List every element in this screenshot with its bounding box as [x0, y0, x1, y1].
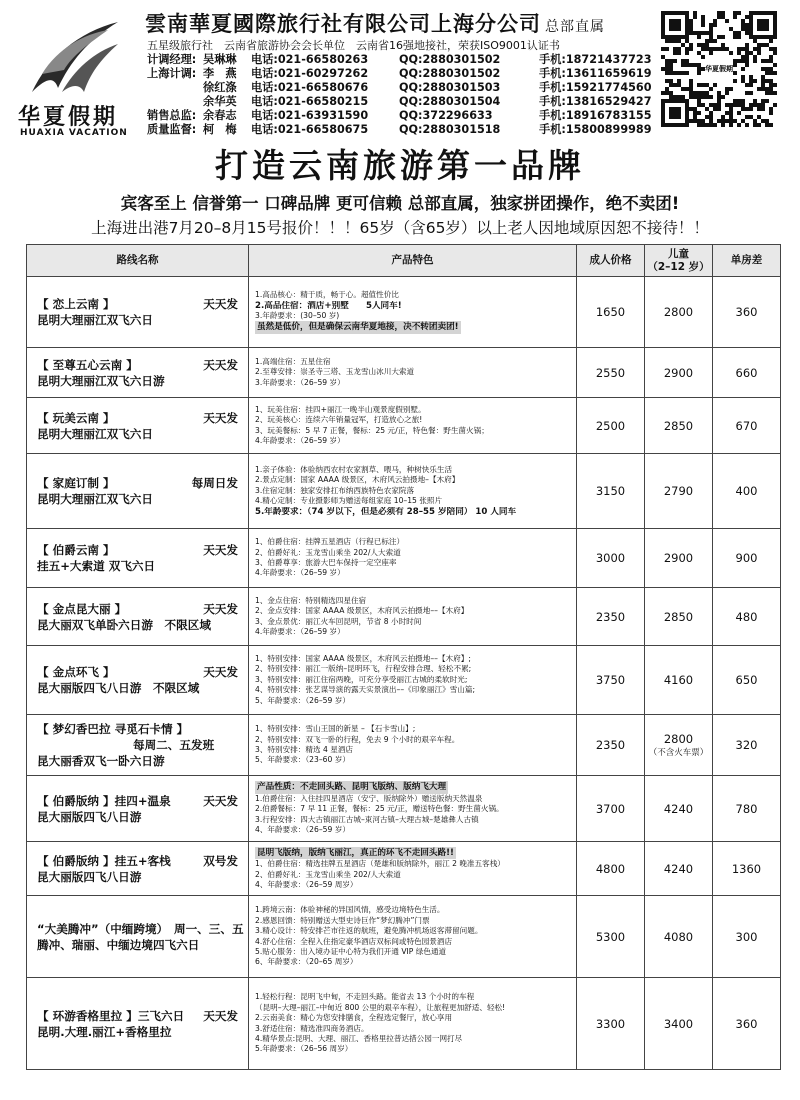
route-title: 【 金点昆大丽 】: [37, 601, 127, 616]
header-adult-price: 成人价格: [577, 245, 645, 277]
feature-text: 6、年龄要求：（20–65 周岁）: [255, 957, 358, 967]
feature-text: 3、金点景优：丽江火车回昆明，节省 8 小时时间: [255, 616, 422, 626]
route-schedule: 每周日发: [191, 476, 238, 490]
header-child-price: [645, 245, 713, 277]
header-features: 产品特色: [249, 245, 577, 277]
feature-highlight: 产品性质：不走回头路、昆明飞版纳、版纳飞大理: [257, 782, 447, 793]
feature-text: 3、玩美餐标：5 早 7 正餐，餐标：25 元/正，特色餐：野生菌火锅；: [255, 425, 489, 435]
features-cell: [249, 277, 577, 348]
feature-line: [255, 606, 570, 616]
feature-line: [255, 781, 570, 793]
feature-line: [255, 745, 570, 755]
feature-text: 2.感恩回馈：特别赠送大型史诗巨作“梦幻腾冲”门票: [255, 915, 430, 925]
header-child-age: （2–12 岁）: [647, 260, 710, 273]
contact-mobile: 手机:15921774560: [539, 81, 652, 95]
feature-line: [255, 794, 570, 804]
feature-line: [255, 596, 570, 606]
table-row: [27, 842, 781, 896]
single-supplement: 300: [713, 896, 781, 978]
single-supplement: 480: [713, 588, 781, 646]
single-supplement: 670: [713, 398, 781, 454]
route-subtitle: 昆大丽版四飞八日游: [37, 869, 142, 884]
company-credentials: 五星级旅行社 云南省旅游协会会长单位 云南省16强地接社，荣获ISO9001认证书: [147, 39, 560, 52]
hq-label: 总部直属: [545, 19, 605, 35]
table-row: [27, 896, 781, 978]
features-cell: [249, 398, 577, 454]
table-row: [27, 348, 781, 398]
feature-line: [255, 378, 570, 388]
table-row: [27, 715, 781, 776]
feature-text: 1.亲子体验：体验纳西农村农家割草、喂马，种树快乐生活: [255, 464, 453, 474]
table-row: [27, 277, 781, 348]
contact-row: [147, 109, 659, 123]
feature-text: 4.年龄要求：（26–59 岁）: [255, 435, 345, 445]
contact-name: 余华英: [203, 95, 237, 109]
contact-mobile: 手机:18916783155: [539, 109, 652, 123]
route-name-cell: [27, 454, 249, 529]
feature-text: 1、伯爵住宿：精选挂牌五星酒店（楚雄和版纳除外，丽江 2 晚准五客栈）: [255, 859, 505, 869]
feature-highlight: 虽然是低价，但是确保云南华夏地接，决不转团卖团!: [257, 322, 459, 333]
route-subtitle: 昆大丽版四飞八日游: [37, 809, 142, 824]
feature-line: [255, 415, 570, 425]
feature-highlight: 昆明飞版纳，版纳飞丽江，真正的环飞不走回头路!!: [257, 847, 454, 858]
adult-price: 2350: [577, 715, 645, 776]
price-notice: 上海进出港7月20–8月15号报价！！！65岁（含65岁）以上老人因地域原因恕不接待！！: [91, 219, 709, 237]
contact-phone: 电话:021-66580676: [251, 81, 369, 95]
route-schedule: 天天发: [203, 1008, 238, 1023]
route-name-cell: [27, 842, 249, 896]
feature-line: [255, 627, 570, 637]
feature-line: [255, 321, 570, 333]
header-single-supplement: 单房差: [713, 245, 781, 277]
feature-line: [255, 815, 570, 825]
route-title: 【 伯爵云南 】: [37, 543, 115, 557]
table-row: [27, 978, 781, 1070]
adult-price: 5300: [577, 896, 645, 978]
contact-phone: 电话:021-63931590: [251, 109, 369, 123]
feature-text: 3.舒适住宿：精选准四商务酒店。: [255, 1023, 369, 1033]
child-price: 4080: [663, 929, 694, 944]
feature-text: 1.跨境云南：体验神秘的异国风情，感受边境特色生活。: [255, 905, 445, 915]
route-title: 【 梦幻香巴拉 寻觅石卡情 】: [37, 722, 189, 736]
route-name-cell: [27, 715, 249, 776]
route-title-line: [37, 475, 238, 491]
child-price: 2850: [663, 609, 694, 624]
child-price: 3400: [663, 1016, 694, 1031]
feature-line: [255, 617, 570, 627]
features-cell: [249, 715, 577, 776]
child-price-note: （不含火车票）: [648, 748, 709, 758]
feature-text: 3、特别安排：丽江住宿两晚，可充分享受丽江古城的柔软时光;: [255, 674, 468, 684]
feature-line: [255, 916, 570, 926]
feature-text: 1、金点住宿：特别精选四星住宿: [255, 595, 367, 605]
child-price: 2900: [663, 551, 694, 565]
table-row: [27, 588, 781, 646]
contact-qq: QQ:2880301503: [399, 81, 501, 95]
features-cell: [249, 529, 577, 588]
adult-price: 3700: [577, 776, 645, 842]
route-title-line: [37, 1008, 238, 1024]
route-title-line: [37, 721, 238, 737]
features-cell: [249, 842, 577, 896]
route-title: 【 环游香格里拉 】三飞六日: [37, 1008, 185, 1023]
header-child-label: 儿童: [668, 247, 689, 260]
feature-text: 2、玩美核心：连续六年销量冠军，打造放心之旅!: [255, 415, 423, 425]
route-subtitle: 腾冲、瑞丽、中缅边境四飞六日: [37, 937, 200, 952]
feature-line: [255, 804, 570, 814]
route-name-cell: [27, 588, 249, 646]
contact-role: 计调经理:: [147, 53, 197, 66]
feature-line: [255, 675, 570, 685]
child-price-cell: [645, 715, 713, 776]
feature-line: [255, 496, 570, 506]
feature-line: [255, 755, 570, 765]
feature-text: 2.云南美食：精心为您安排膳食，全程选定餐厅，放心享用: [255, 1013, 453, 1023]
child-price: 4240: [663, 801, 694, 816]
feature-text: 5、年龄要求：（26–59 岁）: [255, 695, 350, 705]
feature-text: 4.年龄要求：（26–59 岁）: [255, 626, 345, 636]
feature-line: [255, 905, 570, 915]
child-price-cell: [645, 277, 713, 348]
contact-mobile: 手机:13816529427: [539, 95, 652, 109]
route-title: 【 恋上云南 】: [37, 297, 115, 311]
features-cell: [249, 776, 577, 842]
feature-text: 1.高品核心：精于质，畅于心。超值性价比: [255, 290, 399, 300]
route-name-cell: [27, 646, 249, 715]
contact-role: 销售总监:: [147, 109, 197, 123]
route-title: 【 伯爵版纳 】挂五+客栈: [37, 853, 171, 868]
feature-line: [255, 486, 570, 496]
feature-line: [255, 1044, 570, 1054]
feature-text: 4.年龄要求：（26–59 岁）: [255, 568, 345, 578]
feature-text: 4.精华景点:昆明、大理、丽江、香格里拉普达措公园一网打尽: [255, 1033, 463, 1043]
single-supplement: 900: [713, 529, 781, 588]
feature-text: 2、特别安排：双飞一卧的行程，免去 9 个小时的艰辛车程。: [255, 734, 460, 744]
adult-price: 3150: [577, 454, 645, 529]
contact-name: 柯 梅: [203, 123, 237, 137]
feature-text: 1.高端住宿：五星住宿: [255, 356, 331, 366]
child-price-cell: [645, 842, 713, 896]
contact-name: 余春志: [203, 109, 237, 123]
brand-logo: [8, 18, 136, 136]
table-row: [27, 398, 781, 454]
route-schedule: 天天发: [203, 297, 238, 311]
feature-text: 2、伯爵好礼：玉龙雪山乘坐 202/人大索道: [255, 869, 401, 879]
child-price-cell: [645, 646, 713, 715]
feature-text: 1、特别安排：雪山王国的新星 – 【石卡雪山】;: [255, 724, 416, 734]
header-route: 路线名称: [27, 245, 249, 277]
feature-text: 4、特别安排：张艺谋导演的露天实景演出––《印象丽江》雪山篇;: [255, 685, 476, 695]
child-price: 2790: [663, 484, 694, 498]
table-header-row: [27, 245, 781, 277]
contact-row: [147, 53, 659, 67]
feature-text: 5.贴心服务：出入境办证中心特为我们开通 VIP 绿色通道: [255, 946, 447, 956]
feature-text: 5、年龄要求：（23–60 岁）: [255, 755, 350, 765]
feature-line: [255, 847, 570, 859]
feature-line: [255, 926, 570, 936]
contact-qq: QQ:2880301518: [399, 123, 501, 137]
feature-line: [255, 880, 570, 890]
header: [0, 0, 800, 138]
logo-chinese-text: 华夏假期: [18, 105, 119, 130]
route-subtitle: 昆大丽双飞单卧六日游 不限区域: [37, 617, 211, 632]
contact-mobile: 手机:13611659619: [539, 67, 652, 81]
feature-line: [255, 558, 570, 568]
adult-price: 4800: [577, 842, 645, 896]
route-subtitle: 昆明.大理.丽江+香格里拉: [37, 1024, 172, 1039]
feature-text: 3.精心设计：特安排芒市往返的航班，避免腾冲机场返客滞留问题。: [255, 926, 483, 936]
table-row: [27, 646, 781, 715]
route-title-line: [37, 793, 238, 809]
features-cell: [249, 978, 577, 1070]
qr-code-icon: [654, 8, 784, 134]
features-cell: [249, 896, 577, 978]
adult-price: 3000: [577, 529, 645, 588]
route-schedule: 每周二、五发班: [133, 738, 215, 752]
feature-line: [255, 825, 570, 835]
route-name-cell: [27, 529, 249, 588]
route-name-cell: [27, 398, 249, 454]
feature-text: 5.年龄要求：（74 岁以下，但是必须有 28–55 岁陪同） 10 人同车: [255, 506, 517, 517]
contact-qq: QQ:2880301502: [399, 67, 501, 81]
route-schedule: 天天发: [203, 543, 238, 557]
feature-text: 2、金点安排：国家 AAAA 级景区，木府风云拍摄地––【木府】: [255, 606, 469, 616]
feature-line: [255, 357, 570, 367]
child-price: 2800: [663, 305, 694, 319]
feature-text: 1、伯爵住宿：挂牌五星酒店（行程已标注）: [255, 537, 405, 547]
feature-line: [255, 311, 570, 321]
child-price-cell: [645, 588, 713, 646]
route-title-line: [37, 410, 238, 426]
child-price-cell: [645, 529, 713, 588]
single-supplement: 400: [713, 454, 781, 529]
child-price: 4240: [663, 861, 694, 876]
child-price-cell: [645, 398, 713, 454]
contact-mobile: 手机:18721437723: [539, 53, 652, 66]
feature-line: [255, 301, 570, 311]
sub-slogan: 宾客至上 信誉第一 口碑品牌 更可信赖 总部直属，独家拼团操作，绝不卖团!: [120, 194, 680, 213]
adult-price: 2500: [577, 398, 645, 454]
feature-line: [255, 937, 570, 947]
feature-line: [255, 859, 570, 869]
route-title-line: [37, 542, 238, 558]
feature-text: 2、特别安排：丽江一版纳–昆明环飞，行程安排合理、轻松不累;: [255, 664, 472, 674]
table-row: [27, 776, 781, 842]
contact-list: [147, 53, 659, 138]
table-row: [27, 529, 781, 588]
feature-text: 4、年龄要求：（26–59 周岁）: [255, 879, 358, 889]
child-price: 2850: [663, 418, 694, 433]
feature-text: 1.轻松行程：昆明飞中甸，不走回头路。能省去 13 个小时的车程: [255, 992, 475, 1002]
feature-line: [255, 548, 570, 558]
route-title-line: [37, 601, 238, 617]
single-supplement: 320: [713, 715, 781, 776]
feature-line: [255, 568, 570, 578]
feature-line: [255, 537, 570, 547]
feature-text: 1.伯爵住宿：入住挂四星酒店（安宁、版纳除外）赠送版纳天然温泉: [255, 793, 483, 803]
adult-price: 2350: [577, 588, 645, 646]
route-title: “大美腾冲”（中缅跨境） 周一、三、五: [37, 921, 244, 936]
feature-line: [255, 1013, 570, 1023]
feature-line: [255, 465, 570, 475]
single-supplement: 1360: [713, 842, 781, 896]
single-supplement: 650: [713, 646, 781, 715]
route-name-cell: [27, 776, 249, 842]
contact-phone: 电话:021-66580263: [251, 53, 369, 66]
adult-price: 3750: [577, 646, 645, 715]
feature-line: [255, 290, 570, 300]
feature-text: 2、伯爵好礼：玉龙雪山乘坐 202/人大索道: [255, 547, 401, 557]
route-title: 【 金点环飞 】: [37, 665, 115, 679]
feature-line: [255, 724, 570, 734]
feature-text: 4.精心定制：专业摄影师为赠送每组家庭 10–15 张照片: [255, 496, 443, 506]
feature-line: [255, 367, 570, 377]
contact-name: 徐红涤: [203, 81, 237, 95]
contact-phone: 电话:021-66580675: [251, 123, 369, 137]
feature-text: 2.伯爵餐标：7 早 11 正餐，餐标：25 元/正，赠送特色餐：野生菌火锅。: [255, 804, 504, 814]
route-title: 【 家庭订制 】: [37, 476, 115, 490]
feature-line: [255, 947, 570, 957]
table-row: [27, 454, 781, 529]
route-price-table: [26, 244, 781, 1070]
feature-line: [255, 696, 570, 706]
feature-text: 4、年龄要求：（26–59 岁）: [255, 825, 350, 835]
adult-price: 3300: [577, 978, 645, 1070]
qr-caption: 华夏假期: [705, 65, 733, 73]
feature-text: 5.年龄要求：（26–56 周岁）: [255, 1044, 353, 1054]
route-title-line: [37, 357, 238, 373]
feature-text: 3、特别安排：精选 4 星酒店: [255, 745, 354, 754]
route-title: 【 伯爵版纳 】挂四+温泉: [37, 793, 171, 808]
child-price-cell: [645, 454, 713, 529]
contact-phone: 电话:021-60297262: [251, 67, 369, 81]
route-schedule: 双号发: [203, 853, 238, 868]
feature-line: [255, 1003, 570, 1013]
route-subtitle: 昆大丽版四飞八日游 不限区域: [37, 681, 200, 695]
feature-text: 2.高品住宿：酒店+别墅 5人同车!: [255, 300, 402, 311]
child-price: 2900: [663, 365, 694, 380]
logo-english-text: HUAXIA VACATION: [20, 128, 128, 138]
feature-text: 3、伯爵尊享：旅游大巴车保持一定空座率: [255, 558, 397, 567]
child-price-cell: [645, 896, 713, 978]
route-subtitle: 挂五+大索道 双飞六日: [37, 559, 156, 573]
feature-line: [255, 664, 570, 674]
adult-price: 1650: [577, 277, 645, 348]
feature-text: 1、特别安排：国家 AAAA 级景区，木府风云拍摄地––【木府】;: [255, 653, 471, 663]
single-supplement: 360: [713, 277, 781, 348]
child-price-cell: [645, 776, 713, 842]
feature-text: （昆明–大理–丽江–中甸近 800 公里的艰辛车程），让旅程更加舒适、轻松!: [255, 1002, 506, 1012]
contact-row: [147, 67, 659, 81]
feature-line: [255, 992, 570, 1002]
route-subtitle: 昆明大理丽江双飞六日: [37, 426, 153, 441]
route-title-line: [37, 921, 244, 937]
route-name-cell: [27, 348, 249, 398]
feature-line: [255, 735, 570, 745]
company-name: [145, 8, 605, 38]
feature-line: [255, 1034, 570, 1044]
feature-text: 3.年龄要求：(30–50 岁): [255, 311, 340, 320]
contact-name: 吴琳琳: [203, 53, 237, 66]
feature-line: [255, 405, 570, 415]
route-title: 【 至尊五心云南 】: [37, 357, 138, 372]
contact-mobile: 手机:15800899989: [539, 123, 652, 137]
feature-line: [255, 957, 570, 967]
route-name-cell: [27, 978, 249, 1070]
child-price-cell: [645, 978, 713, 1070]
child-price-cell: [645, 348, 713, 398]
features-cell: [249, 348, 577, 398]
route-schedule: 天天发: [203, 357, 238, 372]
route-title: 【 玩美云南 】: [37, 410, 115, 425]
feature-line: [255, 426, 570, 436]
company-name-text: 雲南華夏國際旅行社有限公司上海分公司: [145, 11, 541, 36]
feature-line: [255, 475, 570, 485]
feature-text: 3.住宿定制：独家安排扛布纳西族特色农家院落: [255, 485, 415, 495]
route-subtitle: 昆明大理丽江双飞六日: [37, 492, 153, 506]
main-slogan: 打造云南旅游第一品牌: [215, 146, 585, 185]
contact-qq: QQ:2880301502: [399, 53, 501, 66]
contact-role: 质量监督:: [147, 123, 197, 137]
contact-row: [147, 123, 659, 137]
route-schedule: 天天发: [203, 665, 238, 679]
route-title-line: [37, 664, 238, 680]
route-schedule: 天天发: [203, 410, 238, 425]
features-cell: [249, 646, 577, 715]
route-title-line: [37, 296, 238, 312]
child-price: 2800: [663, 732, 694, 746]
feature-line: [255, 654, 570, 664]
route-schedule: 天天发: [203, 793, 238, 808]
feature-line: [255, 870, 570, 880]
feature-text: 2.景点定制：国家 AAAA 级景区，木府风云拍摄地–【木府】: [255, 475, 460, 485]
route-name-cell: [27, 277, 249, 348]
contact-row: [147, 81, 659, 95]
feature-line: [255, 685, 570, 695]
feature-text: 4.舒心住宿：全程入住指定豪华酒店双标间或特色园景酒店: [255, 936, 453, 946]
contact-name: 李 燕: [203, 67, 237, 81]
feature-line: [255, 1024, 570, 1034]
feature-text: 2.至尊安排：崇圣寺三塔、玉龙雪山冰川大索道: [255, 367, 415, 377]
adult-price: 2550: [577, 348, 645, 398]
contact-row: [147, 95, 659, 109]
child-price: 4160: [663, 673, 694, 687]
features-cell: [249, 454, 577, 529]
contact-qq: QQ:2880301504: [399, 95, 501, 109]
route-subtitle: 昆明大理丽江双飞六日游: [37, 373, 165, 388]
route-schedule: 天天发: [203, 601, 238, 616]
feature-text: 3.行程安排：四大古镇丽江古城–束河古镇–大理古城–楚雄彝人古镇: [255, 814, 479, 824]
route-subtitle: 昆明大理丽江双飞六日: [37, 313, 153, 327]
swallow-logo-icon: [28, 18, 120, 98]
route-subtitle: 昆大丽香双飞一卧六日游: [37, 754, 165, 768]
feature-text: 3.年龄要求：（26–59 岁）: [255, 377, 345, 387]
single-supplement: 360: [713, 978, 781, 1070]
feature-line: [255, 436, 570, 446]
route-title-line: [37, 853, 238, 869]
features-cell: [249, 588, 577, 646]
single-supplement: 660: [713, 348, 781, 398]
route-name-cell: [27, 896, 249, 978]
contact-role: 上海计调:: [147, 67, 197, 81]
single-supplement: 780: [713, 776, 781, 842]
contact-qq: QQ:372296633: [399, 109, 493, 123]
feature-line: [255, 507, 570, 517]
contact-phone: 电话:021-66580215: [251, 95, 369, 109]
feature-text: 1、玩美住宿：挂四+丽江一晚半山观景度假别墅。: [255, 404, 426, 414]
